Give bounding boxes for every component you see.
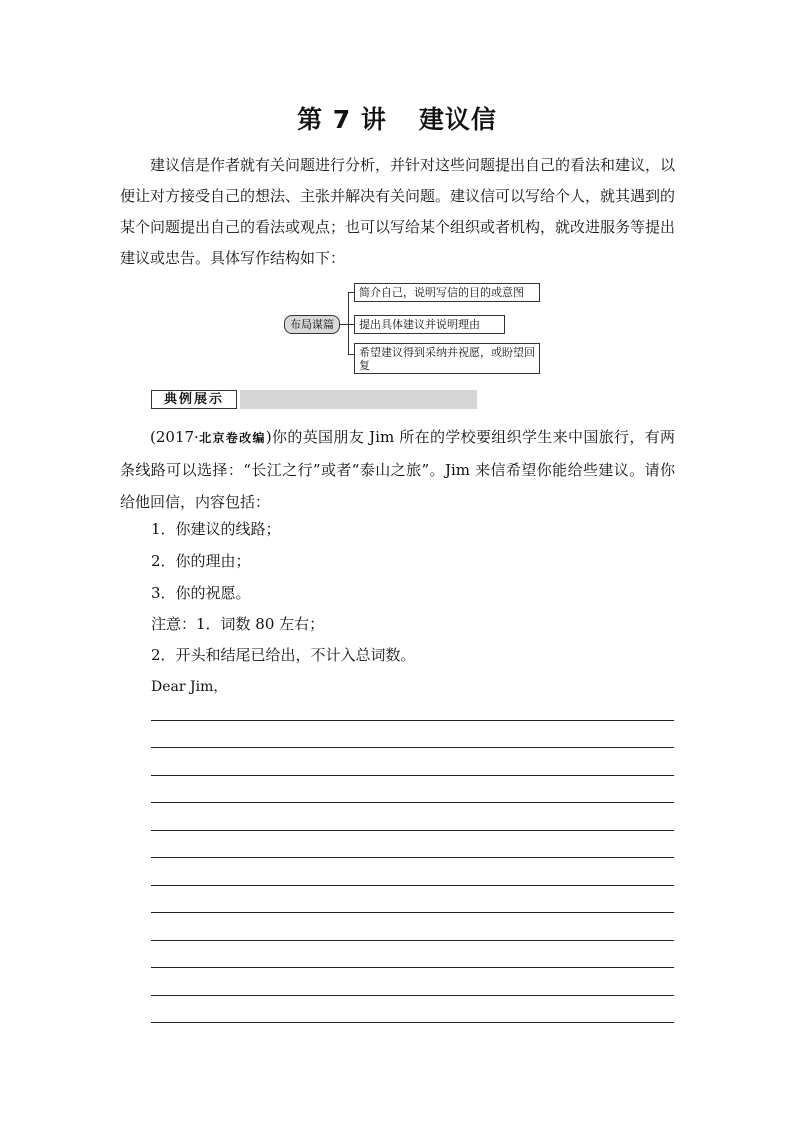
note-item: 注意：1．词数 80 左右；: [151, 615, 325, 633]
diagram-root: 布局谋篇: [284, 315, 340, 334]
content-item: 1．你建议的线路；: [151, 520, 281, 538]
writing-line[interactable]: [151, 940, 674, 941]
problem-statement: [120, 421, 675, 518]
source-name: 北京卷改编: [198, 431, 266, 445]
writing-line[interactable]: [151, 885, 674, 886]
content-item: 2．你的理由；: [151, 552, 251, 570]
problem-text: 你的英国朋友 Jim 所在的学校要组织学生来中国旅行，有两条线路可以选择：“长江之行”或者“泰山之旅”。Jim 来信希望你能给些建议。请你给他回信，内容包括：: [120, 428, 675, 511]
note-item: 2．开头和结尾已给出，不计入总词数。: [151, 646, 416, 664]
diagram-branch-suggestion: 提出具体建议并说明理由: [354, 315, 505, 334]
diagram-branch-closing: 希望建议得到采纳并祝愿，或盼望回复: [354, 343, 540, 374]
writing-line[interactable]: [151, 995, 674, 996]
writing-line[interactable]: [151, 802, 674, 803]
salutation: Dear Jim，: [151, 679, 228, 695]
section-label: 典例展示: [151, 390, 237, 409]
diagram-branch-intro: 简介自己，说明写信的目的或意图: [354, 283, 540, 302]
lecture-number: 第 7 讲: [297, 105, 387, 134]
writing-line[interactable]: [151, 747, 674, 748]
writing-line[interactable]: [151, 830, 674, 831]
page-title: [0, 100, 794, 136]
content-item: 3．你的祝愿。: [151, 584, 251, 602]
section-bar: [240, 390, 477, 409]
writing-line[interactable]: [151, 967, 674, 968]
source-year: (2017·: [150, 428, 199, 446]
lecture-topic: 建议信: [418, 105, 497, 134]
writing-line[interactable]: [151, 720, 674, 721]
writing-line[interactable]: [151, 775, 674, 776]
writing-line[interactable]: [151, 912, 674, 913]
writing-line[interactable]: [151, 1022, 674, 1023]
writing-line[interactable]: [151, 857, 674, 858]
source-close: ): [265, 428, 272, 446]
intro-paragraph: 建议信是作者就有关问题进行分析，并针对这些问题提出自己的看法和建议，以便让对方接受自己的想法、主张并解决有关问题。建议信可以写给个人，就其遇到的某个问题提出自己的看法或观点；也可以写给某个组织或者机构，就改进服务等提出建议或忠告。具体写作结构如下：: [120, 156, 676, 267]
